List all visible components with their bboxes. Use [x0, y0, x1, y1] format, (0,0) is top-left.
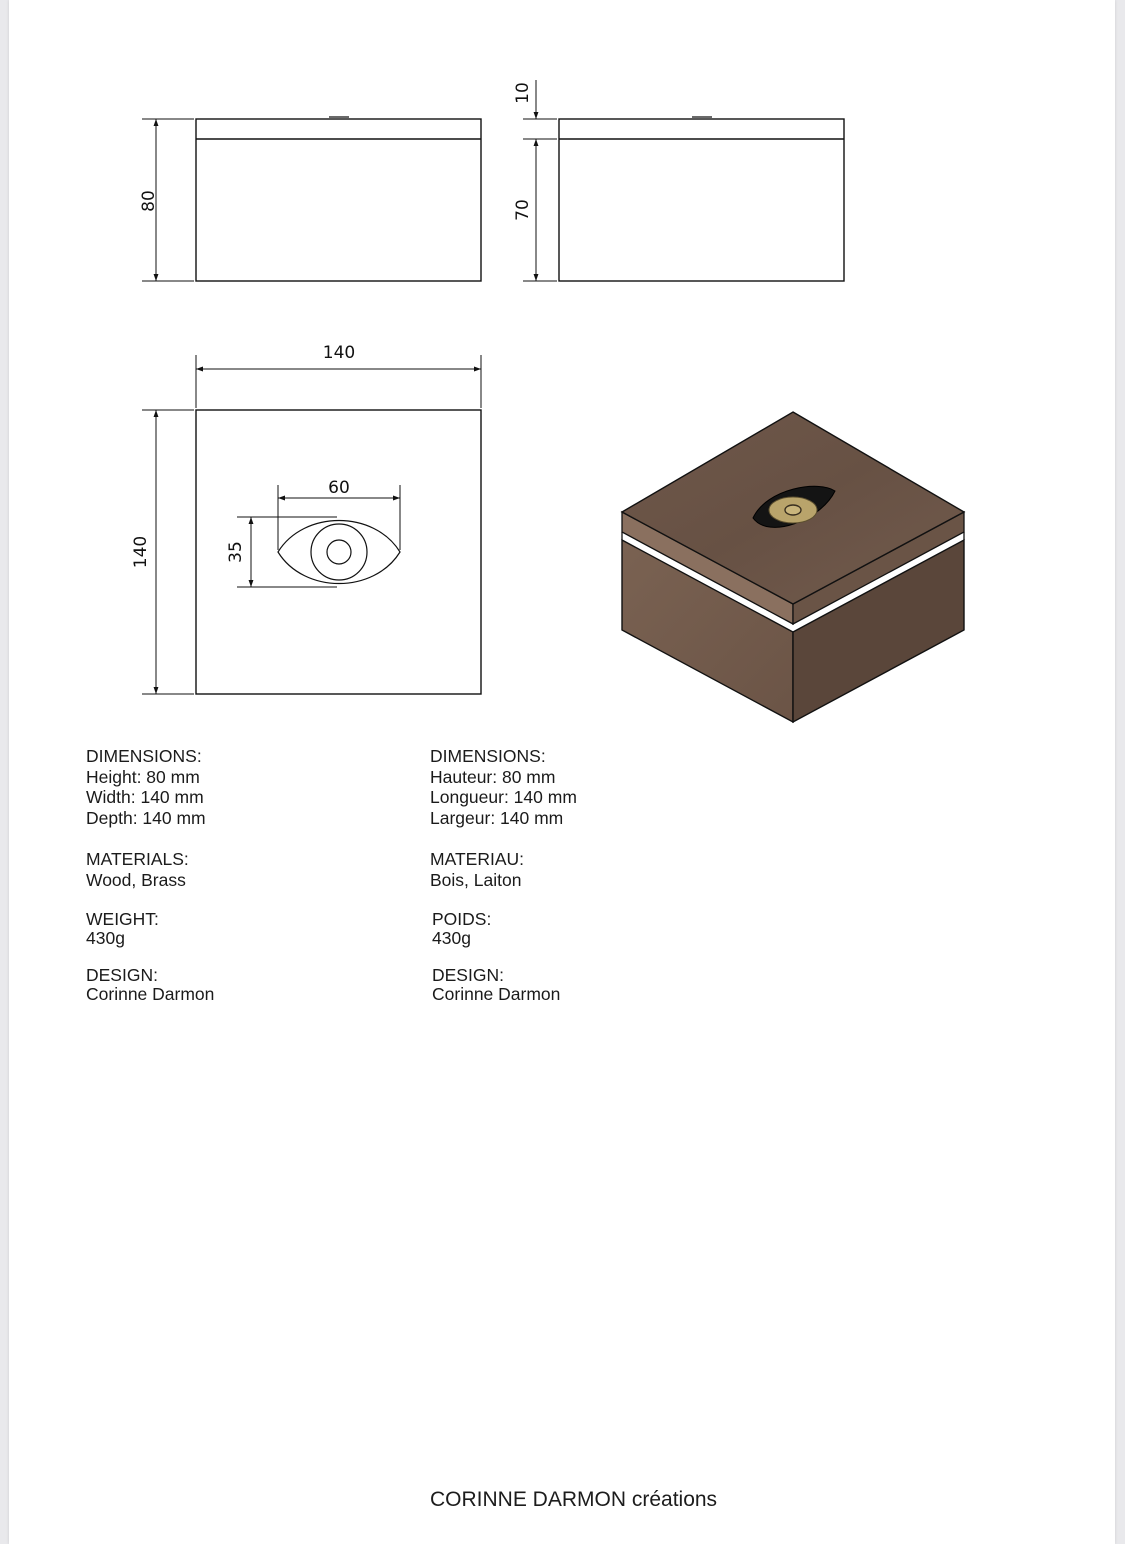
footer-brand: CORINNE DARMON créations: [430, 1488, 718, 1511]
isometric-render: [622, 412, 964, 722]
spec-dimensions-label-fr: DIMENSIONS:: [430, 746, 546, 766]
spec-dimensions-en: [86, 746, 206, 828]
spec-height: Height: 80 mm: [86, 766, 200, 787]
spec-depth: Depth: 140 mm: [86, 807, 206, 828]
dimension-lid-and-base: [523, 80, 557, 281]
iso-eye-pupil: [785, 505, 801, 515]
dimension-eye-width-label: 60: [328, 478, 350, 498]
spec-design-label-fr: DESIGN:: [432, 965, 504, 985]
spec-materials-en: [86, 849, 189, 890]
dimension-depth-label: 140: [131, 535, 151, 569]
spec-width: Width: 140 mm: [86, 787, 204, 807]
spec-weight-fr-value: 430g: [432, 928, 471, 948]
spec-materials-label-fr: MATERIAU:: [430, 849, 524, 869]
eye-pupil: [327, 540, 351, 564]
spec-depth-fr: Largeur: 140 mm: [430, 807, 564, 828]
side-elevation-view: [559, 117, 844, 281]
spec-materials-fr-value: Bois, Laiton: [430, 869, 522, 890]
spec-design-label: DESIGN:: [86, 965, 158, 985]
spec-materials-label: MATERIALS:: [86, 849, 189, 869]
spec-design-en: [86, 966, 214, 1004]
spec-materials: Wood, Brass: [86, 869, 186, 890]
spec-weight-fr: [432, 910, 491, 948]
dimension-eye-height-label: 35: [226, 541, 246, 563]
dimension-width-label: 140: [322, 343, 356, 363]
dimension-eye-height: [237, 517, 337, 587]
spec-designer: Corinne Darmon: [86, 984, 215, 1004]
eye-outline: [278, 521, 400, 584]
plan-eye-inlay: [278, 521, 400, 584]
spec-design-fr: [432, 966, 560, 1004]
spec-weight-label-fr: POIDS:: [432, 909, 492, 929]
spec-weight-en: [86, 910, 159, 948]
dimension-lid-label: 10: [513, 82, 533, 104]
eye-iris: [311, 524, 367, 580]
specs-english: [86, 746, 406, 1016]
spec-weight: 430g: [86, 928, 125, 948]
spec-dimensions-fr: [430, 746, 577, 828]
spec-width-fr: Longueur: 140 mm: [430, 787, 577, 807]
spec-height-fr: Hauteur: 80 mm: [430, 766, 556, 787]
front-elevation-view: [196, 117, 481, 281]
spec-weight-label: WEIGHT:: [86, 909, 159, 929]
document-page: [9, 0, 1115, 1544]
spec-dimensions-label: DIMENSIONS:: [86, 746, 202, 766]
specs-french: [430, 746, 770, 1016]
dimension-height-label: 80: [139, 190, 159, 212]
front-view-outline: [196, 119, 481, 281]
spec-designer-fr: Corinne Darmon: [432, 984, 561, 1004]
dimension-base-label: 70: [513, 199, 533, 221]
technical-drawing: [9, 0, 1125, 740]
side-view-outline: [559, 119, 844, 281]
spec-materials-fr: [430, 849, 524, 890]
